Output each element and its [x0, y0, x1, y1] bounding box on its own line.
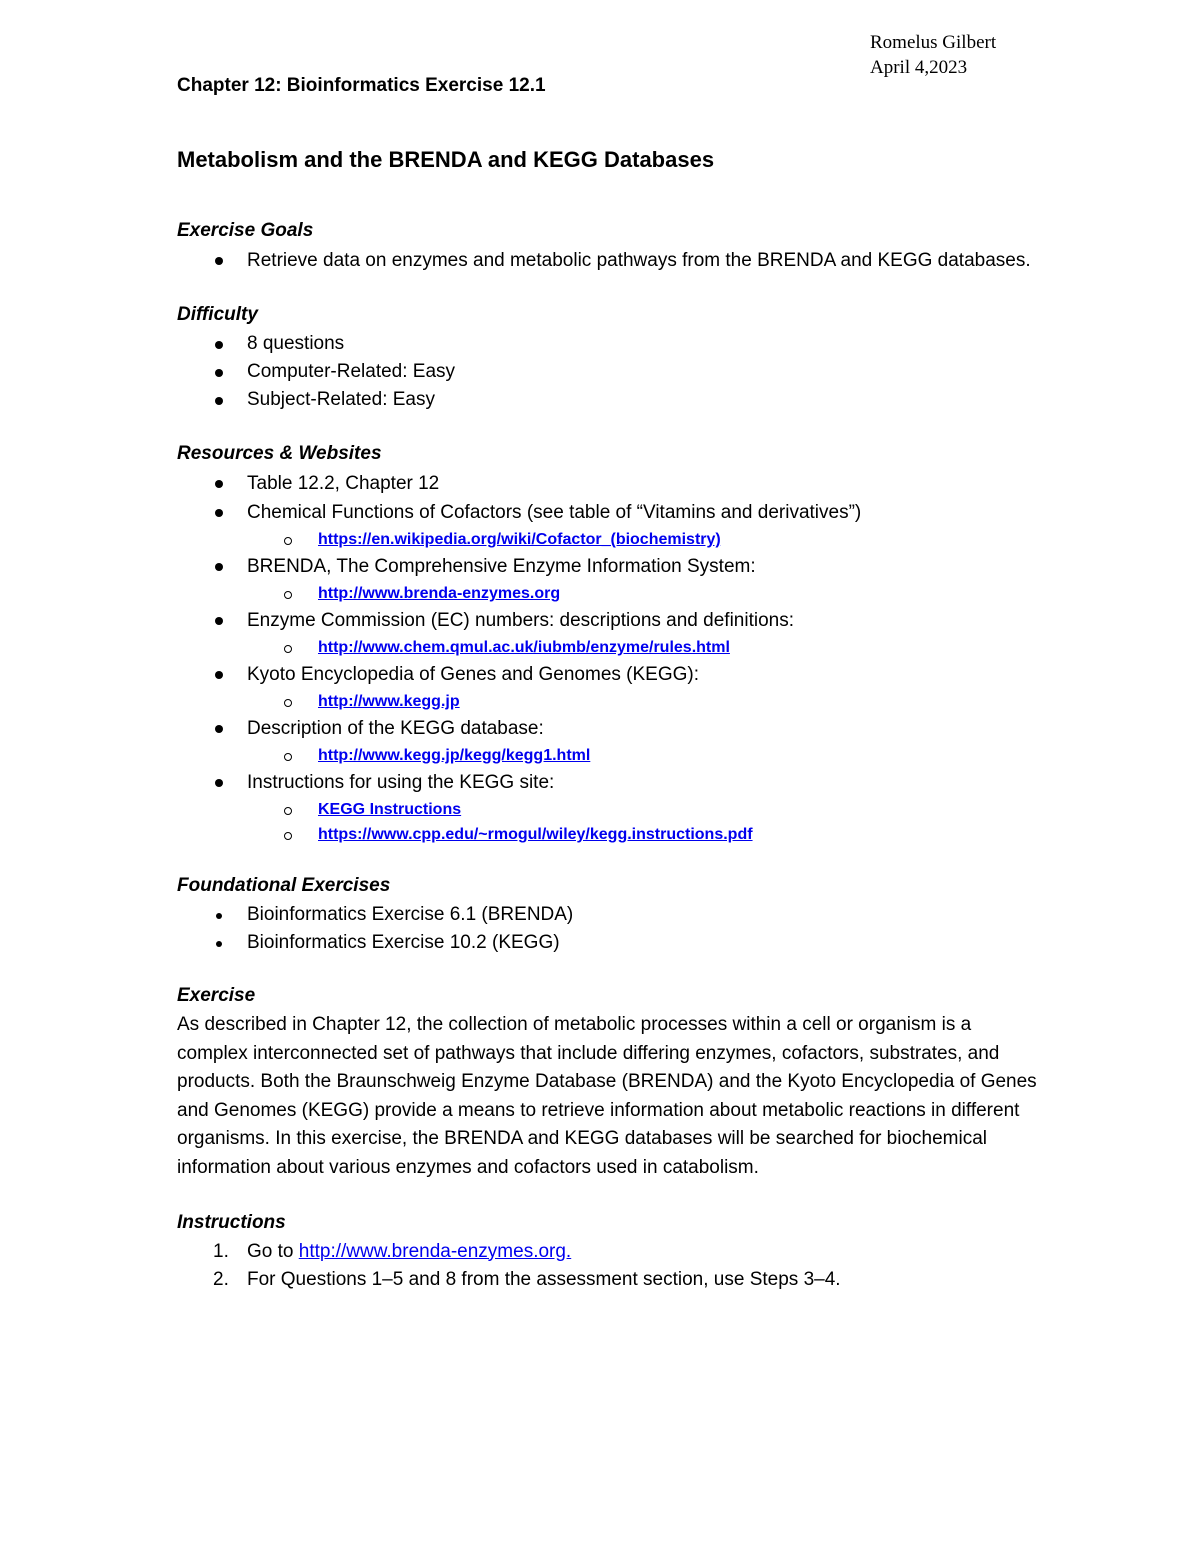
document-date: April 4,2023 — [870, 57, 968, 78]
sub-list-item — [177, 797, 1057, 822]
circle-bullet-icon — [284, 832, 292, 840]
bullet-icon — [215, 779, 223, 787]
resource-text: BRENDA, The Comprehensive Enzyme Information System: — [247, 556, 756, 577]
cofactor-wikipedia-link[interactable]: https://en.wikipedia.org/wiki/Cofactor_(biochemistry) — [318, 531, 721, 548]
bullet-icon — [215, 509, 223, 517]
sub-list-item — [177, 822, 1057, 847]
page-title: Metabolism and the BRENDA and KEGG Databases — [177, 147, 715, 172]
ec-rules-link[interactable]: http://www.chem.qmul.ac.uk/iubmb/enzyme/rules.html — [318, 639, 730, 656]
goal-text: Retrieve data on enzymes and metabolic pathways from the BRENDA and KEGG databases. — [247, 250, 1031, 271]
list-item — [177, 246, 1057, 275]
resource-text: Enzyme Commission (EC) numbers: descriptions and definitions: — [247, 610, 794, 631]
list-item — [177, 901, 1057, 929]
bullet-icon — [215, 369, 223, 377]
sub-list-item — [177, 527, 1057, 552]
sub-list-item — [177, 743, 1057, 768]
bullet-icon — [215, 397, 223, 405]
list-item — [177, 469, 1057, 498]
brenda-step-link[interactable]: http://www.brenda-enzymes.org. — [298, 1240, 572, 1262]
list-item — [177, 660, 1057, 714]
step-number: 1. — [213, 1240, 229, 1262]
resources-list — [177, 469, 1057, 847]
step-number: 2. — [213, 1268, 229, 1290]
resource-text: Instructions for using the KEGG site: — [247, 772, 555, 793]
author-name: Romelus Gilbert — [870, 32, 997, 53]
list-item — [177, 330, 1057, 358]
circle-bullet-icon — [284, 699, 292, 707]
circle-bullet-icon — [284, 807, 292, 815]
exercise-paragraph: As described in Chapter 12, the collection of metabolic processes within a cell or organism is a complex interconnected set of pathways that include differing enzymes, cofactors, substrates, and products. Both the Braunschweig Enzyme Database (BRENDA) and the Kyoto Encyclopedia of Genes and Genomes (KEGG) provide a means to retrieve information about metabolic reactions in different organisms. In this exercise, the BRENDA and KEGG databases will be searched for biochemical information about various enzymes and cofactors used in catabolism. — [177, 1014, 1037, 1178]
document-body — [177, 73, 1057, 1294]
goals-list — [177, 246, 1057, 275]
list-item — [177, 552, 1057, 606]
kegg-link[interactable]: http://www.kegg.jp — [318, 693, 460, 710]
sub-list — [247, 689, 1057, 714]
instructions-heading: Instructions — [177, 1211, 286, 1233]
foundational-list — [177, 901, 1057, 957]
list-item — [177, 714, 1057, 768]
list-item — [177, 1238, 1057, 1266]
chapter-heading: Chapter 12: Bioinformatics Exercise 12.1 — [177, 75, 546, 96]
resource-text: Chemical Functions of Cofactors (see table of “Vitamins and derivatives”) — [247, 502, 862, 523]
bullet-icon — [216, 913, 222, 919]
bullet-icon — [215, 480, 223, 488]
goals-heading: Exercise Goals — [177, 220, 314, 241]
step-text: Go to — [247, 1240, 299, 1262]
bullet-icon — [215, 257, 223, 265]
bullet-icon — [216, 941, 222, 947]
sub-list — [247, 581, 1057, 606]
sub-list — [247, 527, 1057, 552]
difficulty-computer: Computer-Related: Easy — [247, 361, 456, 382]
foundational-item: Bioinformatics Exercise 10.2 (KEGG) — [247, 932, 560, 953]
foundational-item: Bioinformatics Exercise 6.1 (BRENDA) — [247, 904, 574, 925]
difficulty-heading: Difficulty — [177, 304, 258, 325]
bullet-icon — [215, 725, 223, 733]
bullet-icon — [215, 671, 223, 679]
difficulty-list — [177, 330, 1057, 414]
list-item — [177, 768, 1057, 847]
bullet-icon — [215, 617, 223, 625]
sub-list — [247, 743, 1057, 768]
list-item — [177, 606, 1057, 660]
foundational-heading: Foundational Exercises — [177, 875, 391, 896]
circle-bullet-icon — [284, 591, 292, 599]
kegg-instructions-link[interactable]: KEGG Instructions — [318, 801, 462, 818]
difficulty-questions: 8 questions — [247, 333, 345, 354]
circle-bullet-icon — [284, 645, 292, 653]
sub-list-item — [177, 581, 1057, 606]
brenda-link[interactable]: http://www.brenda-enzymes.org — [318, 585, 561, 602]
list-item — [177, 358, 1057, 386]
sub-list-item — [177, 635, 1057, 660]
kegg-instructions-pdf-link[interactable]: https://www.cpp.edu/~rmogul/wiley/kegg.instructions.pdf — [318, 826, 753, 843]
kegg-description-link[interactable]: http://www.kegg.jp/kegg/kegg1.html — [318, 747, 591, 764]
resource-text: Kyoto Encyclopedia of Genes and Genomes (KEGG): — [247, 664, 700, 685]
sub-list-item — [177, 689, 1057, 714]
resource-text: Description of the KEGG database: — [247, 718, 544, 739]
list-item — [177, 929, 1057, 957]
list-item — [177, 386, 1057, 414]
exercise-heading: Exercise — [177, 985, 256, 1006]
list-item — [177, 498, 1057, 552]
instructions-list — [177, 1238, 1057, 1294]
bullet-icon — [215, 341, 223, 349]
difficulty-subject: Subject-Related: Easy — [247, 389, 435, 410]
step-text: For Questions 1–5 and 8 from the assessment section, use Steps 3–4. — [247, 1268, 841, 1290]
sub-list — [247, 635, 1057, 660]
circle-bullet-icon — [284, 537, 292, 545]
circle-bullet-icon — [284, 753, 292, 761]
resources-heading: Resources & Websites — [177, 443, 382, 464]
bullet-icon — [215, 563, 223, 571]
list-item — [177, 1266, 1057, 1294]
resource-text: Table 12.2, Chapter 12 — [247, 473, 440, 494]
sub-list — [247, 797, 1057, 847]
